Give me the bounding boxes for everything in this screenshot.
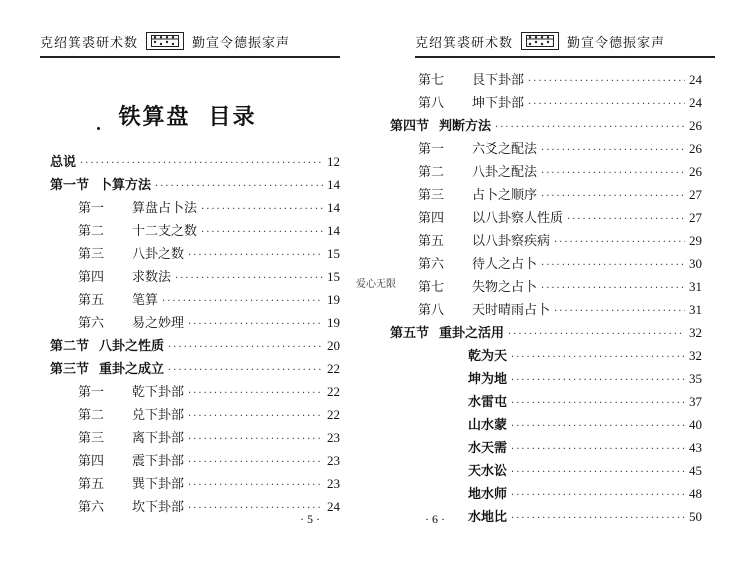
dot-leader [201,221,323,244]
toc-entry-page: 48 [689,486,702,501]
dot-leader [511,346,685,369]
toc-entry-number: 第八 [418,96,445,111]
toc-entry-number: 第三 [78,431,105,446]
toc-entry [390,344,702,367]
toc-entry-number: 第二 [78,408,105,423]
toc-entry-number: 第五 [418,234,445,249]
dot-leader [528,93,685,116]
toc-entry-page: 22 [327,384,340,399]
dot-leader [511,415,685,438]
dot-leader [511,461,685,484]
toc-entry [50,265,340,288]
toc-entry-title: 天水讼 [468,464,508,479]
toc-entry-title: 山水蒙 [468,418,508,433]
toc-entry-number: 第一 [418,142,445,157]
toc-entry-title: 六爻之配法 [472,142,538,157]
right-page [375,0,750,567]
toc-entry-number: 第二 [78,224,105,239]
contents-label: 目录 [208,105,257,130]
dot-leader [168,336,323,359]
dot-leader [175,267,323,290]
toc-entry-page: 31 [689,302,702,317]
toc-entry [50,426,340,449]
dot-leader [188,451,323,474]
toc-entry [390,68,702,91]
toc-entry-page: 15 [327,269,340,284]
toc-entry-title: 算盘占卜法 [132,201,198,216]
toc-entry-page: 40 [689,417,702,432]
toc-entry-title: 离下卦部 [132,431,185,446]
toc-entry [390,183,702,206]
toc-entry [50,495,340,518]
dot-leader [155,175,323,198]
toc-entry-title: 以八卦察人性质 [472,211,564,226]
toc-entry-page: 31 [689,279,702,294]
toc-entry-title: 震下卦部 [132,454,185,469]
toc-entry-title: 坎下卦部 [132,500,185,515]
toc-entry-title: 待人之占卜 [472,257,538,272]
toc-entry-number: 第三节 [50,362,90,377]
toc-entry-page: 50 [689,509,702,524]
toc-entry-number: 第一节 [50,178,90,193]
toc-entry-title: 水天需 [468,441,508,456]
toc-entry-title: 八卦之数 [132,247,185,262]
toc-entry-title: 易之妙理 [132,316,185,331]
toc-entry-number: 第三 [418,188,445,203]
dot-leader [511,438,685,461]
dot-leader [188,405,323,428]
toc-entry-page: 19 [327,315,340,330]
toc-entry [390,436,702,459]
toc-entry-title: 八卦之性质 [99,339,165,354]
abacus-glyph [151,35,179,47]
toc-entry [390,390,702,413]
toc-entry [390,459,702,482]
running-header-right [415,30,715,52]
toc-entry-title: 判断方法 [439,119,492,134]
toc-entry-number: 第一 [78,385,105,400]
toc-entry-number: 第一 [78,201,105,216]
toc-entry-number: 第五 [78,293,105,308]
dot-leader [168,359,323,382]
dot-leader [162,290,323,313]
toc-entry-page: 37 [689,394,702,409]
dot-leader [511,484,685,507]
watermark: 爱心无限 [356,279,396,290]
toc-entry [390,160,702,183]
dot-leader [201,198,323,221]
toc-entry [50,196,340,219]
toc-entry-number: 第七 [418,73,445,88]
page-number-6: · 6 · [425,512,445,526]
page-number-5: · 5 · [300,512,320,526]
toc-entry-page: 27 [689,210,702,225]
toc-entry-number: 第四 [78,454,105,469]
toc-entry [390,91,702,114]
toc-entry-title: 以八卦察疾病 [472,234,551,249]
toc-entry [50,311,340,334]
toc-entry-title: 占卜之顺序 [472,188,538,203]
dot-leader [188,474,323,497]
dot-leader [188,382,323,405]
dot-leader [495,116,685,139]
toc-entry-title: 笔算 [132,293,159,308]
toc-entry-number: 第七 [418,280,445,295]
toc-entry-number: 第八 [418,303,445,318]
toc-entry-page: 14 [327,177,340,192]
toc-entry-title: 兑下卦部 [132,408,185,423]
toc-entry-number: 第三 [78,247,105,262]
toc-entry-number: 第五节 [390,326,430,341]
dot-leader [541,162,685,185]
toc-entry [50,449,340,472]
toc-entry [50,242,340,265]
toc-entry [50,219,340,242]
toc-entry-title: 艮下卦部 [472,73,525,88]
dot-leader [188,313,323,336]
toc-entry-page: 14 [327,200,340,215]
toc-entry-title: 十二支之数 [132,224,198,239]
toc-entry [390,413,702,436]
toc-entry [50,173,340,196]
toc-entry [50,403,340,426]
print-speck [97,127,100,130]
page-title [0,100,375,131]
toc-entry-title: 失物之占卜 [472,280,538,295]
toc-entry-title: 八卦之配法 [472,165,538,180]
toc-entry-title: 重卦之成立 [99,362,165,377]
abacus-icon [146,32,184,50]
toc-entry [390,229,702,252]
toc-entry-number: 第六 [418,257,445,272]
toc-entry [390,275,702,298]
dot-leader [511,507,685,530]
toc-entry-number: 第四 [78,270,105,285]
dot-leader [541,277,685,300]
toc-entry [50,380,340,403]
toc-entry [390,482,702,505]
dot-leader [554,231,685,254]
toc-entry-number: 第四节 [390,119,430,134]
toc-entry-page: 29 [689,233,702,248]
toc-entry-number: 第六 [78,316,105,331]
toc-entry-number: 第二 [418,165,445,180]
toc-entry-page: 24 [689,95,702,110]
toc-entry-number: 第五 [78,477,105,492]
toc-entry-page: 19 [327,292,340,307]
toc-entry-page: 30 [689,256,702,271]
table-of-contents-left [50,150,340,518]
toc-entry-page: 43 [689,440,702,455]
toc-entry [50,334,340,357]
toc-entry-number: 第六 [78,500,105,515]
toc-entry-page: 24 [689,72,702,87]
toc-entry-page: 35 [689,371,702,386]
toc-entry [390,298,702,321]
dot-leader [528,70,685,93]
dot-leader [541,185,685,208]
toc-entry-page: 27 [689,187,702,202]
dot-leader [508,323,685,346]
toc-entry-page: 26 [689,141,702,156]
toc-entry-title: 卜算方法 [99,178,152,193]
toc-entry [390,114,702,137]
header-motto-b: 勤宣令德振家声 [192,35,291,51]
dot-leader [80,152,323,175]
toc-entry-number: 第四 [418,211,445,226]
toc-entry [50,357,340,380]
toc-entry-title: 乾为天 [468,349,508,364]
toc-entry-page: 45 [689,463,702,478]
toc-entry-title: 水雷屯 [468,395,508,410]
header-motto-b: 勤宣令德振家声 [567,35,666,51]
dot-leader [554,300,685,323]
dot-leader [188,428,323,451]
toc-entry-page: 20 [327,338,340,353]
toc-entry [50,472,340,495]
toc-entry-page: 14 [327,223,340,238]
toc-entry-title: 乾下卦部 [132,385,185,400]
toc-entry-page: 23 [327,476,340,491]
toc-entry [390,321,702,344]
dot-leader [511,369,685,392]
toc-entry-page: 15 [327,246,340,261]
toc-entry-title: 重卦之活用 [439,326,505,341]
dot-leader [567,208,685,231]
dot-leader [541,254,685,277]
toc-entry-page: 23 [327,453,340,468]
toc-entry-title: 坤下卦部 [472,96,525,111]
toc-entry-number: 第二节 [50,339,90,354]
toc-entry-page: 22 [327,361,340,376]
toc-entry-title: 巽下卦部 [132,477,185,492]
header-rule [415,56,715,58]
toc-entry-title: 总说 [50,155,77,170]
header-motto-a: 克绍箕裘研术数 [40,35,139,51]
toc-entry [390,367,702,390]
toc-entry-title: 求数法 [132,270,172,285]
toc-entry-page: 32 [689,348,702,363]
toc-entry [390,252,702,275]
book-title: 铁算盘 [118,105,191,130]
toc-entry-page: 26 [689,164,702,179]
header-rule [40,56,340,58]
toc-entry-title: 坤为地 [468,372,508,387]
toc-entry [50,150,340,173]
toc-entry-title: 水地比 [468,510,508,525]
toc-entry [390,206,702,229]
abacus-glyph [526,35,554,47]
header-motto-a: 克绍箕裘研术数 [415,35,514,51]
toc-entry-page: 26 [689,118,702,133]
toc-entry [390,137,702,160]
dot-leader [541,139,685,162]
toc-entry [50,288,340,311]
dot-leader [511,392,685,415]
toc-entry-title: 地水师 [468,487,508,502]
toc-entry-page: 22 [327,407,340,422]
running-header-left [40,30,340,52]
toc-entry-page: 24 [327,499,340,514]
dot-leader [188,244,323,267]
toc-entry-page: 12 [327,154,340,169]
toc-entry-title: 天时晴雨占卜 [472,303,551,318]
toc-entry-page: 32 [689,325,702,340]
toc-entry-page: 23 [327,430,340,445]
abacus-icon [521,32,559,50]
table-of-contents-right [390,68,702,528]
